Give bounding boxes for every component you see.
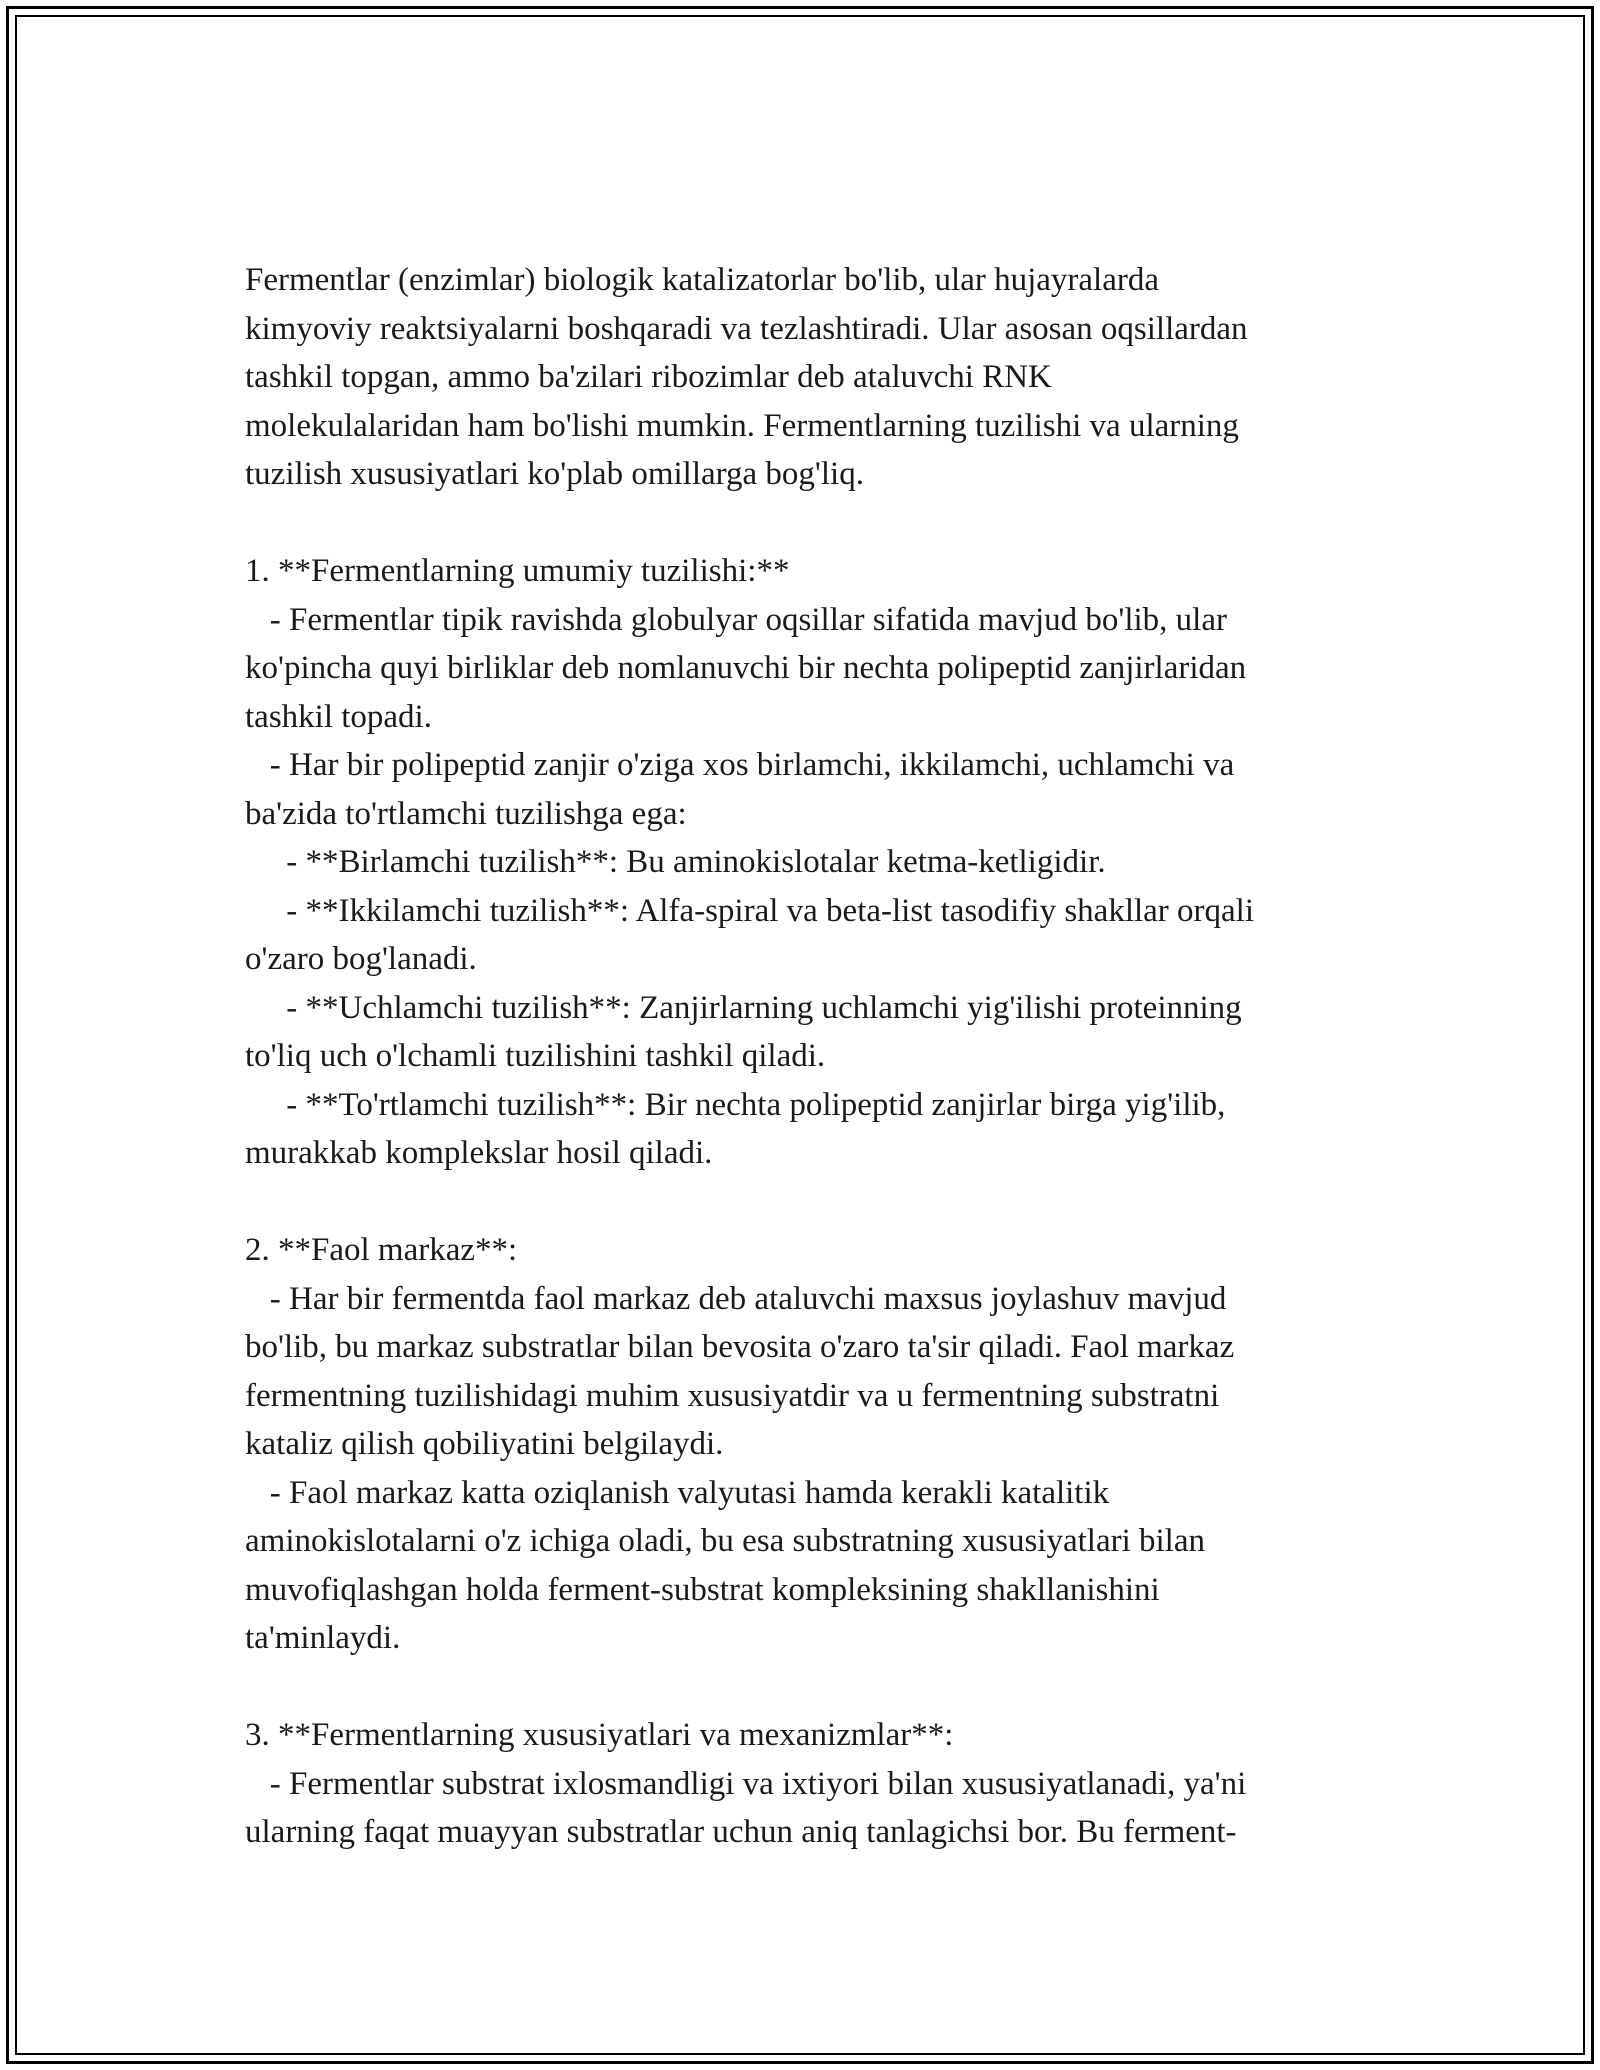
text-line: - **Birlamchi tuzilish**: Bu aminokislotalar ketma-ketligidir. [245,844,1106,880]
text-line: tashkil topgan, ammo ba'zilari ribozimlar deb ataluvchi RNK [245,359,1052,395]
text-line: 1. **Fermentlarning umumiy tuzilishi:** [245,553,790,589]
text-line: kataliz qilish qobiliyatini belgilaydi. [245,1426,724,1462]
text-line: bo'lib, bu markaz substratlar bilan bevosita o'zaro ta'sir qiladi. Faol markaz [245,1329,1235,1365]
document-body [245,256,1425,1857]
text-line: to'liq uch o'lchamli tuzilishini tashkil qiladi. [245,1038,826,1074]
text-line: - Har bir polipeptid zanjir o'ziga xos birlamchi, ikkilamchi, uchlamchi va [245,747,1235,783]
text-line: - **Uchlamchi tuzilish**: Zanjirlarning uchlamchi yig'ilishi proteinning [245,989,1242,1026]
text-line: 2. **Faol markaz**: [245,1232,518,1268]
text-line: - Faol markaz katta oziqlanish valyutasi hamda kerakli katalitik [245,1474,1110,1511]
text-line [245,1178,1425,1227]
text-line: ta'minlaydi. [245,1620,401,1656]
text-line: Fermentlar (enzimlar) biologik katalizatorlar bo'lib, ular hujayralarda [245,262,1159,298]
text-line: ba'zida to'rtlamchi tuzilishga ega: [245,795,687,832]
text-line: murakkab komplekslar hosil qiladi. [245,1135,713,1171]
text-line: - Har bir fermentda faol markaz deb ataluvchi maxsus joylashuv mavjud [245,1280,1227,1317]
text-line: tashkil topadi. [245,698,432,735]
text-line: - **To'rtlamchi tuzilish**: Bir nechta polipeptid zanjirlar birga yig'ilib, [245,1086,1226,1123]
text-line: muvofiqlashgan holda ferment-substrat kompleksining shakllanishini [245,1571,1160,1608]
text-line [245,1663,1425,1712]
text-line: 3. **Fermentlarning xususiyatlari va mexanizmlar**: [245,1717,954,1753]
text-line: kimyoviy reaktsiyalarni boshqaradi va tezlashtiradi. Ular asosan oqsillardan [245,310,1248,347]
document-page [6,6,1594,2064]
text-line: - Fermentlar substrat ixlosmandligi va ixtiyori bilan xususiyatlanadi, ya'ni [245,1765,1247,1802]
text-line [245,499,1425,548]
text-line: - **Ikkilamchi tuzilish**: Alfa-spiral va beta-list tasodifiy shakllar orqali [245,892,1255,929]
text-line: aminokislotalarni o'z ichiga oladi, bu esa substratning xususiyatlari bilan [245,1523,1205,1559]
text-line: ularning faqat muayyan substratlar uchun aniq tanlagichsi bor. Bu ferment- [245,1814,1237,1850]
text-line: fermentning tuzilishidagi muhim xususiyatdir va u fermentning substratni [245,1377,1220,1414]
text-line: molekulalaridan ham bo'lishi mumkin. Fermentlarning tuzilishi va ularning [245,407,1239,444]
text-line: - Fermentlar tipik ravishda globulyar oqsillar sifatida mavjud bo'lib, ular [245,601,1227,638]
text-line: ko'pincha quyi birliklar deb nomlanuvchi bir nechta polipeptid zanjirlaridan [245,650,1247,686]
text-line: tuzilish xususiyatlari ko'plab omillarga bog'liq. [245,456,864,492]
text-line: o'zaro bog'lanadi. [245,941,477,977]
